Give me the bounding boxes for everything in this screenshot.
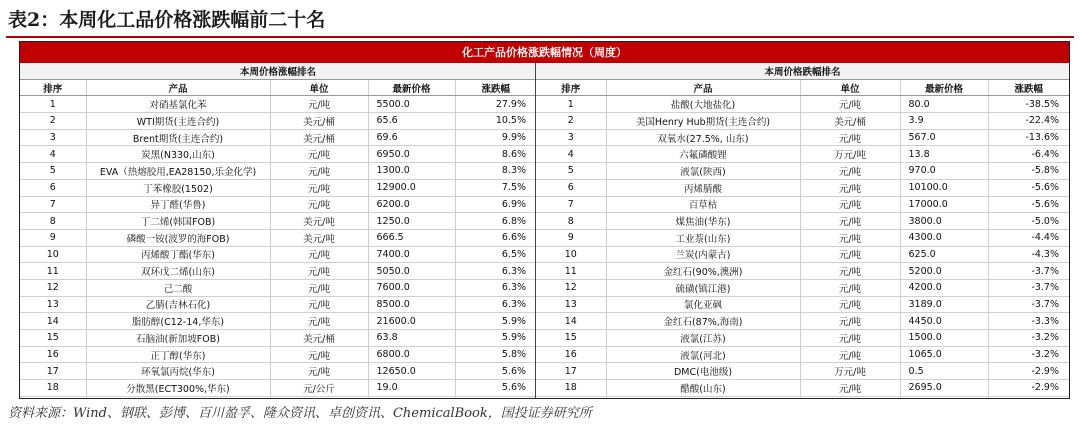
price-cell: 4450.0 — [900, 313, 988, 330]
product-cell: 煤焦油(华东) — [606, 213, 800, 230]
table-caption: 表2：本周化工品价格涨跌幅前二十名 — [8, 9, 326, 31]
rank-cell: 11 — [536, 263, 606, 280]
product-cell: 兰炭(内蒙古) — [606, 246, 800, 263]
unit-cell: 元/吨 — [270, 246, 368, 263]
change-cell: -2.9% — [988, 363, 1069, 380]
unit-cell: 元/吨 — [270, 146, 368, 163]
unit-cell — [270, 396, 368, 399]
unit-cell: 元/吨 — [800, 279, 900, 296]
price-cell: 0.5 — [900, 363, 988, 380]
product-cell: 己二酸 — [86, 279, 270, 296]
gainers-section-row — [20, 63, 536, 79]
change-cell: 6.3% — [455, 279, 536, 296]
change-cell: 6.5% — [455, 246, 536, 263]
col-header-rank: 排序 — [536, 79, 606, 96]
gainers-panel — [20, 63, 536, 399]
losers-table — [536, 63, 1069, 399]
unit-cell: 元/吨 — [270, 163, 368, 180]
price-cell: 12900.0 — [368, 179, 455, 196]
rank-cell: 4 — [536, 146, 606, 163]
price-cell — [368, 396, 455, 399]
table-row — [536, 246, 1069, 263]
product-cell: 氯化亚砜 — [606, 296, 800, 313]
product-cell: DMC(电池级) — [606, 363, 800, 380]
unit-cell: 元/吨 — [800, 163, 900, 180]
rank-cell — [20, 396, 86, 399]
table-row — [536, 313, 1069, 330]
price-cell: 6950.0 — [368, 146, 455, 163]
price-cell: 5050.0 — [368, 263, 455, 280]
unit-cell: 万元/吨 — [800, 146, 900, 163]
unit-cell: 元/吨 — [800, 313, 900, 330]
gainers-section-title: 本周价格涨幅排名 — [20, 63, 536, 79]
unit-cell: 元/吨 — [800, 196, 900, 213]
caption-divider — [6, 36, 1074, 38]
product-cell: 环氧氯丙烷(华东) — [86, 363, 270, 380]
product-cell: 正丁醇(华东) — [86, 346, 270, 363]
unit-cell: 元/吨 — [800, 330, 900, 347]
price-cell: 2695.0 — [900, 380, 988, 397]
unit-cell: 元/吨 — [800, 263, 900, 280]
col-header-unit: 单位 — [270, 79, 368, 96]
col-header-product: 产品 — [86, 79, 270, 96]
table-row — [20, 246, 536, 263]
col-header-change: 涨跌幅 — [988, 79, 1069, 96]
change-cell: -13.6% — [988, 129, 1069, 146]
change-cell: -5.0% — [988, 213, 1069, 230]
product-cell: 六氟磷酸锂 — [606, 146, 800, 163]
table-row — [20, 279, 536, 296]
price-cell: 3800.0 — [900, 213, 988, 230]
rank-cell: 12 — [536, 279, 606, 296]
col-header-unit: 单位 — [800, 79, 900, 96]
rank-cell: 6 — [536, 179, 606, 196]
unit-cell: 元/吨 — [800, 296, 900, 313]
gainers-table — [20, 63, 536, 399]
unit-cell: 元/吨 — [800, 346, 900, 363]
price-cell: 21600.0 — [368, 313, 455, 330]
table-row — [20, 263, 536, 280]
table-row — [536, 296, 1069, 313]
rank-cell: 10 — [20, 246, 86, 263]
rank-cell — [536, 396, 606, 399]
rank-cell: 7 — [20, 196, 86, 213]
product-cell: 炭黑(N330,山东) — [86, 146, 270, 163]
unit-cell: 元/吨 — [800, 96, 900, 113]
losers-header-row — [536, 79, 1069, 96]
table-row — [20, 196, 536, 213]
table-row — [536, 129, 1069, 146]
rank-cell: 14 — [536, 313, 606, 330]
rank-cell: 15 — [536, 330, 606, 347]
table-row — [536, 196, 1069, 213]
rank-cell: 5 — [536, 163, 606, 180]
price-cell: 666.5 — [368, 229, 455, 246]
rank-cell: 3 — [20, 129, 86, 146]
table-row — [20, 346, 536, 363]
price-cell: 7600.0 — [368, 279, 455, 296]
product-cell: 乙腈(吉林石化) — [86, 296, 270, 313]
price-cell: 8500.0 — [368, 296, 455, 313]
change-cell: -38.5% — [988, 96, 1069, 113]
rank-cell: 17 — [536, 363, 606, 380]
product-cell: WTI期货(主连合约) — [86, 113, 270, 130]
table-row — [536, 330, 1069, 347]
product-cell: 美国Henry Hub期货(主连合约) — [606, 113, 800, 130]
change-cell: 9.9% — [455, 129, 536, 146]
table-row — [20, 163, 536, 180]
table-row — [20, 380, 536, 397]
product-cell: 丁二烯(韩国FOB) — [86, 213, 270, 230]
losers-section-row — [536, 63, 1069, 79]
change-cell: 8.6% — [455, 146, 536, 163]
change-cell: 5.8% — [455, 346, 536, 363]
rank-cell: 2 — [20, 113, 86, 130]
rank-cell: 7 — [536, 196, 606, 213]
product-cell: 脂肪醇(C12-14,华东) — [86, 313, 270, 330]
rank-cell: 14 — [20, 313, 86, 330]
source-note: 资料来源：Wind、钢联、彭博、百川盈孚、隆众资讯、卓创资讯、ChemicalBook，国投证券研究所 — [8, 406, 592, 421]
rank-cell: 1 — [536, 96, 606, 113]
price-cell — [900, 396, 988, 399]
price-cell: 63.8 — [368, 330, 455, 347]
rank-cell: 9 — [536, 229, 606, 246]
product-cell — [606, 396, 800, 399]
table-row — [20, 179, 536, 196]
table-row — [536, 146, 1069, 163]
table-row — [536, 229, 1069, 246]
unit-cell: 元/吨 — [270, 196, 368, 213]
rank-cell: 13 — [536, 296, 606, 313]
gainers-header-row — [20, 79, 536, 96]
change-cell: 6.6% — [455, 229, 536, 246]
product-cell — [86, 396, 270, 399]
price-cell: 69.6 — [368, 129, 455, 146]
product-cell: 金红石(87%,海南) — [606, 313, 800, 330]
change-cell: 10.5% — [455, 113, 536, 130]
table-row — [20, 296, 536, 313]
change-cell — [455, 396, 536, 399]
table-row — [536, 213, 1069, 230]
rank-cell: 15 — [20, 330, 86, 347]
unit-cell: 元/吨 — [800, 380, 900, 397]
product-cell: 液氯(河北) — [606, 346, 800, 363]
table-row — [536, 96, 1069, 113]
unit-cell: 元/吨 — [270, 296, 368, 313]
change-cell: 7.5% — [455, 179, 536, 196]
price-cell: 6200.0 — [368, 196, 455, 213]
table-row — [20, 396, 536, 399]
unit-cell: 美元/桶 — [270, 113, 368, 130]
product-cell: EVA（热熔胶用,EA28150,乐金化学) — [86, 163, 270, 180]
change-cell: 5.6% — [455, 363, 536, 380]
unit-cell: 元/吨 — [270, 279, 368, 296]
change-cell: -4.4% — [988, 229, 1069, 246]
change-cell: 5.6% — [455, 380, 536, 397]
rank-cell: 16 — [20, 346, 86, 363]
table-row — [536, 346, 1069, 363]
table-row — [536, 113, 1069, 130]
price-cell: 1250.0 — [368, 213, 455, 230]
table-row — [20, 113, 536, 130]
product-cell: 液氯(陕西) — [606, 163, 800, 180]
product-cell: 液氯(江苏) — [606, 330, 800, 347]
losers-section-title: 本周价格跌幅排名 — [536, 63, 1069, 79]
unit-cell: 万元/吨 — [800, 363, 900, 380]
unit-cell: 元/吨 — [800, 129, 900, 146]
rank-cell: 18 — [536, 380, 606, 397]
price-cell: 4300.0 — [900, 229, 988, 246]
price-cell: 12650.0 — [368, 363, 455, 380]
price-cell: 3.9 — [900, 113, 988, 130]
change-cell: 6.3% — [455, 263, 536, 280]
table-row — [20, 363, 536, 380]
rank-cell: 18 — [20, 380, 86, 397]
product-cell: Brent期货(主连合约) — [86, 129, 270, 146]
rank-cell: 4 — [20, 146, 86, 163]
change-cell: -3.2% — [988, 346, 1069, 363]
change-cell: 5.9% — [455, 330, 536, 347]
table-row — [20, 330, 536, 347]
rank-cell: 6 — [20, 179, 86, 196]
col-header-price: 最新价格 — [368, 79, 455, 96]
price-cell: 65.6 — [368, 113, 455, 130]
change-cell: 6.9% — [455, 196, 536, 213]
change-cell: 6.3% — [455, 296, 536, 313]
price-cell: 625.0 — [900, 246, 988, 263]
price-cell: 4200.0 — [900, 279, 988, 296]
product-cell: 盐酸(大地盐化) — [606, 96, 800, 113]
price-cell: 5500.0 — [368, 96, 455, 113]
col-header-price: 最新价格 — [900, 79, 988, 96]
table-row — [20, 129, 536, 146]
rank-cell: 9 — [20, 229, 86, 246]
table-row — [536, 396, 1069, 399]
product-cell: 异丁醛(华鲁) — [86, 196, 270, 213]
change-cell: -3.7% — [988, 296, 1069, 313]
col-header-rank: 排序 — [20, 79, 86, 96]
unit-cell: 元/公斤 — [270, 380, 368, 397]
product-cell: 百草枯 — [606, 196, 800, 213]
change-cell: 8.3% — [455, 163, 536, 180]
product-cell: 分散黑(ECT300%,华东) — [86, 380, 270, 397]
product-cell: 醋酸(山东) — [606, 380, 800, 397]
product-cell: 丙烯腈酸 — [606, 179, 800, 196]
unit-cell: 元/吨 — [270, 263, 368, 280]
product-cell: 石脑油(新加坡FOB) — [86, 330, 270, 347]
table-row — [536, 363, 1069, 380]
product-cell: 金红石(90%,澳洲) — [606, 263, 800, 280]
product-cell: 双环戊二烯(山东) — [86, 263, 270, 280]
change-cell: 5.9% — [455, 313, 536, 330]
price-cell: 1500.0 — [900, 330, 988, 347]
price-cell: 13.8 — [900, 146, 988, 163]
rank-cell: 1 — [20, 96, 86, 113]
price-change-table — [19, 41, 1070, 399]
change-cell: 6.8% — [455, 213, 536, 230]
product-cell: 丁苯橡胶(1502) — [86, 179, 270, 196]
rank-cell: 3 — [536, 129, 606, 146]
col-header-product: 产品 — [606, 79, 800, 96]
change-cell: -3.7% — [988, 263, 1069, 280]
rank-cell: 17 — [20, 363, 86, 380]
rank-cell: 11 — [20, 263, 86, 280]
unit-cell: 美元/桶 — [270, 330, 368, 347]
unit-cell: 元/吨 — [800, 229, 900, 246]
unit-cell: 元/吨 — [270, 346, 368, 363]
product-cell: 双氧水(27.5%, 山东) — [606, 129, 800, 146]
price-cell: 5200.0 — [900, 263, 988, 280]
change-cell: -3.7% — [988, 279, 1069, 296]
change-cell — [988, 396, 1069, 399]
table-row — [536, 263, 1069, 280]
price-cell: 7400.0 — [368, 246, 455, 263]
product-cell: 对硝基氯化苯 — [86, 96, 270, 113]
rank-cell: 10 — [536, 246, 606, 263]
price-cell: 970.0 — [900, 163, 988, 180]
rank-cell: 13 — [20, 296, 86, 313]
price-cell: 1065.0 — [900, 346, 988, 363]
change-cell: 27.9% — [455, 96, 536, 113]
change-cell: -6.4% — [988, 146, 1069, 163]
rank-cell: 8 — [536, 213, 606, 230]
unit-cell: 美元/吨 — [270, 213, 368, 230]
rank-cell: 16 — [536, 346, 606, 363]
table-row — [20, 313, 536, 330]
product-cell: 工业萘(山东) — [606, 229, 800, 246]
price-cell: 17000.0 — [900, 196, 988, 213]
unit-cell — [800, 396, 900, 399]
rank-cell: 8 — [20, 213, 86, 230]
table-row — [20, 146, 536, 163]
product-cell: 磷酸一铵(波罗的海FOB) — [86, 229, 270, 246]
change-cell: -5.8% — [988, 163, 1069, 180]
table-row — [20, 229, 536, 246]
change-cell: -3.3% — [988, 313, 1069, 330]
unit-cell: 元/吨 — [270, 96, 368, 113]
unit-cell: 元/吨 — [800, 179, 900, 196]
price-cell: 19.0 — [368, 380, 455, 397]
unit-cell: 元/吨 — [800, 246, 900, 263]
table-row — [20, 213, 536, 230]
price-cell: 1300.0 — [368, 163, 455, 180]
unit-cell: 元/吨 — [270, 363, 368, 380]
unit-cell: 元/吨 — [270, 179, 368, 196]
table-banner: 化工产品价格涨跌幅情况（周度） — [20, 42, 1069, 63]
change-cell: -3.2% — [988, 330, 1069, 347]
product-cell: 硫磺(镇江港) — [606, 279, 800, 296]
price-cell: 10100.0 — [900, 179, 988, 196]
change-cell: -4.3% — [988, 246, 1069, 263]
change-cell: -5.6% — [988, 196, 1069, 213]
product-cell: 丙烯酸丁酯(华东) — [86, 246, 270, 263]
rank-cell: 2 — [536, 113, 606, 130]
unit-cell: 元/吨 — [800, 213, 900, 230]
price-cell: 567.0 — [900, 129, 988, 146]
unit-cell: 美元/吨 — [270, 229, 368, 246]
unit-cell: 元/吨 — [270, 313, 368, 330]
col-header-change: 涨跌幅 — [455, 79, 536, 96]
rank-cell: 5 — [20, 163, 86, 180]
change-cell: -22.4% — [988, 113, 1069, 130]
losers-panel — [536, 63, 1069, 399]
table-row — [536, 163, 1069, 180]
price-cell: 3189.0 — [900, 296, 988, 313]
unit-cell: 美元/桶 — [800, 113, 900, 130]
table-row — [20, 96, 536, 113]
table-row — [536, 279, 1069, 296]
price-cell: 80.0 — [900, 96, 988, 113]
table-row — [536, 179, 1069, 196]
change-cell: -5.6% — [988, 179, 1069, 196]
price-cell: 6800.0 — [368, 346, 455, 363]
table-row — [536, 380, 1069, 397]
change-cell: -2.9% — [988, 380, 1069, 397]
unit-cell: 美元/桶 — [270, 129, 368, 146]
rank-cell: 12 — [20, 279, 86, 296]
